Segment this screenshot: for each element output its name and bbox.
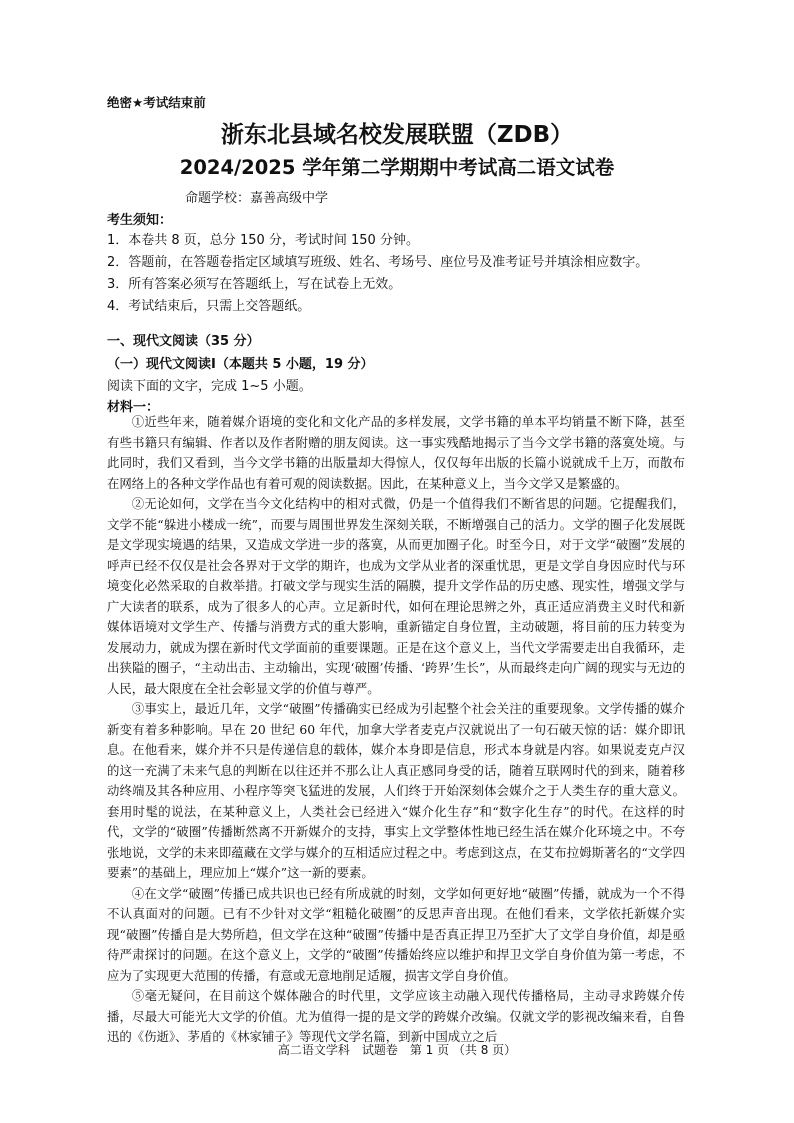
paragraph: ②无论如何，文学在当今文化结构中的相对式微，仍是一个值得我们不断省思的问题。它提醒我们，文学不能“躲进小楼成一统”，而要与周围世界发生深刻关联，不断增强自己的活力。文学的圈子化发展既是文学现实境遇的结果，又造成文学进一步的落寞，从而更加圈子化。时至今日，对于文学“破圈”发展的呼声已经不仅仅是社会各界对于文学的期许，也成为文学从业者的深重忧思，更是文学自身因应时代与环境变化必然采取的自救举措。打破文学与现实生活的隔膜，提升文学作品的历史感、现实性，增强文学与广大读者的联系，成为了很多人的心声。立足新时代，如何在理论思辨之外，真正适应消费主义时代和新媒体语境对文学生产、传播与消费方式的重大影响，重新锚定自身位置，主动破题，将目前的压力转变为发展动力，就成为摆在新时代文学面前的重要课题。正是在这个意义上，当代文学需要走出自我循环，走出狭隘的圈子，“主动出击、主动输出，实现‘破圈’传播、‘跨界’生长”，从而最终走向广阔的现实与无边的人民，最大限度在全社会彰显文学的价值与尊严。 bbox=[107, 496, 685, 696]
paragraph: ①近些年来，随着媒介语境的变化和文化产品的多样发展，文学书籍的单本平均销量不断下降，甚至有些书籍只有编辑、作者以及作者附赠的朋友阅读。这一事实残酷地揭示了当今文学书籍的落寞处境。与此同时，我们又看到，当今文学书籍的出版量却大得惊人，仅仅每年出版的长篇小说就成千上万，而散布在网络上的各种文学作品也有着可观的阅读数据。因此，在某种意义上，当今文学又是繁盛的。 bbox=[107, 414, 685, 491]
reading-passage bbox=[107, 412, 685, 1048]
material-label: 材料一： bbox=[107, 400, 160, 415]
paragraph: ⑤毫无疑问，在目前这个媒体融合的时代里，文学应该主动融入现代传播格局，主动寻求跨媒介传播，尽最大可能光大文学的价值。尤为值得一提的是文学的跨媒介改编。仅就文学的影视改编来看，自鲁迅的《伤逝》、茅盾的《林家铺子》等现代文学名篇，到新中国成立之后 bbox=[107, 988, 685, 1044]
secret-mark: 绝密★考试结束前 bbox=[107, 95, 206, 110]
paragraph: ③事实上，最近几年，文学“破圈”传播确实已经成为引起整个社会关注的重要现象。文学传播的媒介新变有着多种影响。早在 20 世纪 60 年代，加拿大学者麦克卢汉就说出了一句石破天惊的话：媒介即讯息。在他看来，媒介并不只是传递信息的载体，媒介本身即是信息，形式本身就是内容。如果说麦克卢汉的这一充满了未来气息的判断在以往还并不那么让人真正感同身受的话，随着互联网时代的到来，随着移动终端及其各种应用、小程序等突飞猛进的发展，人们终于开始深刻体会媒介之于人类生存的重大意义。套用时髦的说法，在某种意义上，人类社会已经进入“媒介化生存”和“数字化生存”的时代。在这样的时代，文学的“破圈”传播断然离不开新媒介的支持，事实上文学整体性地已经生活在媒介化环境之中。不夸张地说，文学的未来即蕴藏在文学与媒介的互相适应过程之中。考虑到这点，在艾布拉姆斯著名的“文学四要素”的基础上，理应加上“媒介”这一新的要素。 bbox=[107, 701, 685, 880]
exam-title: 2024/2025 学年第二学期期中考试高二语文试卷 bbox=[179, 156, 615, 179]
school-line: 命题学校：嘉善高级中学 bbox=[185, 191, 329, 206]
notice-item: 1．本卷共 8 页，总分 150 分，考试时间 150 分钟。 bbox=[107, 233, 419, 248]
page-footer: 高二语文学科 试题卷 第 1 页 （共 8 页） bbox=[277, 1043, 517, 1057]
section-subtitle: （一）现代文阅读Ⅰ（本题共 5 小题，19 分） bbox=[107, 357, 374, 372]
notice-item: 4．考试结束后，只需上交答题纸。 bbox=[107, 299, 311, 314]
alliance-title: 浙东北县域名校发展联盟（ZDB） bbox=[220, 122, 574, 148]
notice-item: 3．所有答案必须写在答题纸上，写在试卷上无效。 bbox=[107, 277, 402, 292]
paragraph: ④在文学“破圈”传播已成共识也已经有所成就的时刻，文学如何更好地“破圈”传播，就成为一个不得不认真面对的问题。已有不少针对文学“粗糙化破圈”的反思声音出现。在他们看来，文学依托新媒介实现“破圈”传播自是大势所趋，但文学在这种“破圈”传播中是否真正捍卫乃至扩大了文学自身价值，却是亟待严肃探讨的问题。在这个意义上，文学的“破圈”传播始终应以维护和捍卫文学自身价值为第一考虑，不应为了实现更大范围的传播，有意或无意地削足适履，损害文学自身价值。 bbox=[107, 885, 685, 983]
notice-title: 考生须知： bbox=[107, 213, 173, 228]
section-title: 一、现代文阅读（35 分） bbox=[107, 334, 260, 349]
notice-list bbox=[107, 230, 685, 318]
instruction: 阅读下面的文字，完成 1~5 小题。 bbox=[107, 379, 312, 394]
notice-item: 2．答题前，在答题卷指定区域填写班级、姓名、考场号、座位号及准考证号并填涂相应数字。 bbox=[107, 255, 649, 270]
